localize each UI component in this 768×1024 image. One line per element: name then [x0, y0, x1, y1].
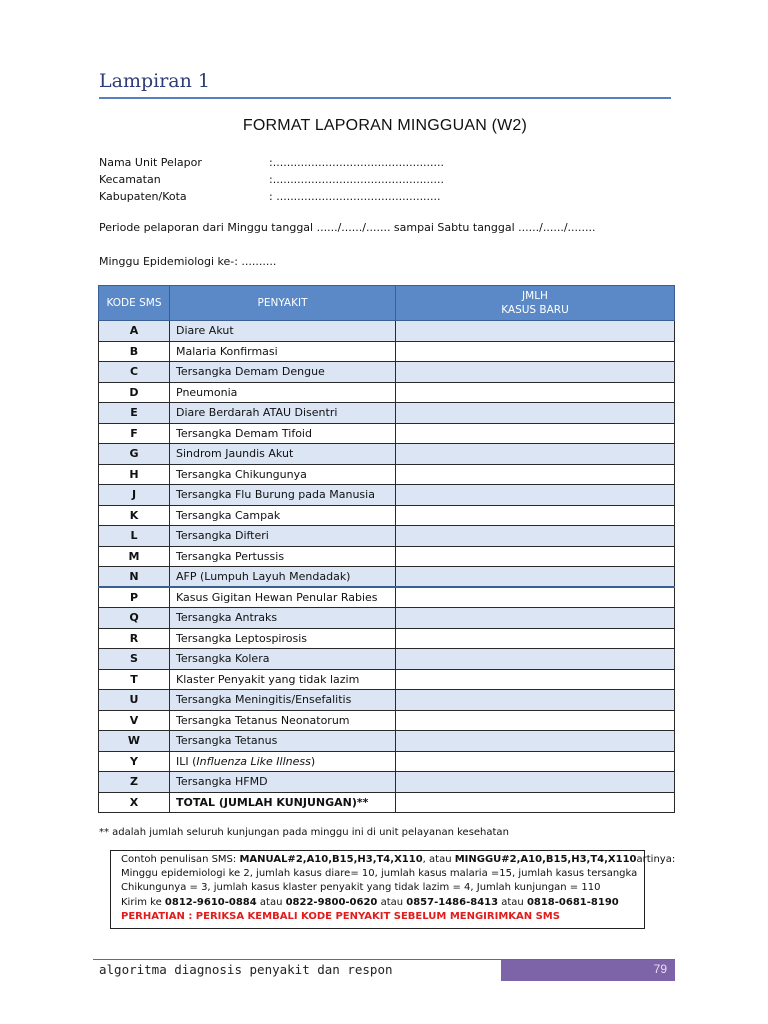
field-value: : ...............................................	[269, 190, 441, 203]
kode-cell: H	[99, 464, 170, 485]
jumlah-input-cell[interactable]	[396, 587, 675, 608]
table-row	[99, 751, 675, 772]
example-atau: , atau	[422, 854, 455, 865]
header-penyakit: PENYAKIT	[170, 286, 396, 321]
header-kode-sms: KODE SMS	[99, 286, 170, 321]
kode-cell: N	[99, 567, 170, 588]
table-row	[99, 423, 675, 444]
table-row	[99, 505, 675, 526]
penyakit-cell: AFP (Lumpuh Layuh Mendadak)	[170, 567, 396, 588]
penyakit-cell: Diare Akut	[170, 321, 396, 342]
kode-cell: J	[99, 485, 170, 506]
kode-cell: S	[99, 649, 170, 670]
footer-title: algoritma diagnosis penyakit dan respon	[99, 962, 393, 977]
table-row	[99, 362, 675, 383]
kode-cell: U	[99, 690, 170, 711]
ili-italic: Influenza Like Illness	[196, 754, 311, 768]
kode-cell: M	[99, 546, 170, 567]
phone-number-2: 0822-9800-0620	[285, 896, 378, 908]
penyakit-cell: Diare Berdarah ATAU Disentri	[170, 403, 396, 424]
penyakit-cell: Tersangka Difteri	[170, 526, 396, 547]
atau-3: atau	[498, 896, 527, 908]
kirim-label: Kirim ke	[121, 896, 165, 908]
example-minggu: MINGGU#2,A10,B15,H3,T4,X110	[454, 854, 637, 865]
kode-cell: X	[99, 792, 170, 813]
kode-cell: B	[99, 341, 170, 362]
jumlah-input-cell[interactable]	[396, 649, 675, 670]
kode-cell: P	[99, 587, 170, 608]
example-line-2: Minggu epidemiologi ke 2, jumlah kasus diare= 10, jumlah kasus malaria =15, jumlah kasus tersangka	[121, 868, 638, 880]
header-jumlah	[396, 286, 675, 321]
jumlah-input-cell[interactable]	[396, 731, 675, 752]
table-row	[99, 669, 675, 690]
table-row	[99, 403, 675, 424]
penyakit-cell: Tersangka Demam Dengue	[170, 362, 396, 383]
penyakit-cell: TOTAL (JUMLAH KUNJUNGAN)**	[170, 792, 396, 813]
jumlah-input-cell[interactable]	[396, 485, 675, 506]
jumlah-input-cell[interactable]	[396, 608, 675, 629]
penyakit-cell: Tersangka Leptospirosis	[170, 628, 396, 649]
header-jumlah-line2: KASUS BARU	[501, 304, 569, 316]
kode-cell: C	[99, 362, 170, 383]
table-row	[99, 485, 675, 506]
kode-cell: Y	[99, 751, 170, 772]
table-row-total	[99, 792, 675, 813]
jumlah-input-cell[interactable]	[396, 628, 675, 649]
jumlah-input-cell[interactable]	[396, 505, 675, 526]
table-row	[99, 382, 675, 403]
table-row	[99, 731, 675, 752]
table-row	[99, 608, 675, 629]
table-row	[99, 628, 675, 649]
penyakit-cell: Tersangka HFMD	[170, 772, 396, 793]
example-manual: MANUAL#2,A10,B15,H3,T4,X110	[239, 854, 423, 865]
jumlah-input-cell[interactable]	[396, 423, 675, 444]
table-row	[99, 341, 675, 362]
lampiran-heading: Lampiran 1	[99, 70, 210, 92]
page-number: 79	[653, 962, 667, 976]
kode-cell: K	[99, 505, 170, 526]
penyakit-cell: Tersangka Tetanus	[170, 731, 396, 752]
kode-cell: T	[99, 669, 170, 690]
jumlah-input-cell[interactable]	[396, 751, 675, 772]
phone-number-1: 0812-9610-0884	[164, 896, 257, 908]
penyakit-cell: Kasus Gigitan Hewan Penular Rabies	[170, 587, 396, 608]
warning-text: PERHATIAN : PERIKSA KEMBALI KODE PENYAKIT SEBELUM MENGIRIMKAN SMS	[121, 910, 560, 922]
table-header-row	[99, 286, 675, 321]
atau-2: atau	[377, 896, 407, 908]
jumlah-input-cell[interactable]	[396, 362, 675, 383]
jumlah-input-cell[interactable]	[396, 526, 675, 547]
footer-page-bar	[501, 960, 675, 981]
ili-suffix: )	[310, 754, 316, 768]
penyakit-cell: Tersangka Campak	[170, 505, 396, 526]
table-row	[99, 772, 675, 793]
penyakit-cell: Tersangka Flu Burung pada Manusia	[170, 485, 396, 506]
penyakit-cell: Tersangka Kolera	[170, 649, 396, 670]
atau-1: atau	[256, 896, 286, 908]
penyakit-cell: Tersangka Tetanus Neonatorum	[170, 710, 396, 731]
ili-prefix: ILI (	[176, 754, 197, 768]
jumlah-input-cell[interactable]	[396, 444, 675, 465]
minggu-epidemiologi: Minggu Epidemiologi ke-: ..........	[99, 255, 277, 268]
jumlah-input-cell[interactable]	[396, 710, 675, 731]
table-row	[99, 567, 675, 588]
phone-number-3: 0857-1486-8413	[406, 896, 499, 908]
header-divider	[99, 97, 671, 99]
kode-cell: Q	[99, 608, 170, 629]
example-line-3: Chikungunya = 3, jumlah kasus klaster penyakit yang tidak lazim = 4, Jumlah kunjungan = 110	[121, 882, 601, 894]
jumlah-input-cell[interactable]	[396, 321, 675, 342]
field-value: :.................................................	[269, 156, 445, 169]
penyakit-cell: Tersangka Meningitis/Ensefalitis	[170, 690, 396, 711]
footnote: ** adalah jumlah seluruh kunjungan pada minggu ini di unit pelayanan kesehatan	[99, 827, 509, 838]
kode-cell: G	[99, 444, 170, 465]
jumlah-input-cell[interactable]	[396, 341, 675, 362]
phone-number-4: 0818-0681-8190	[526, 896, 619, 908]
field-label: Nama Unit Pelapor	[99, 156, 202, 169]
periode-pelaporan: Periode pelaporan dari Minggu tanggal ....../....../....... sampai Sabtu tanggal ....../....../........	[99, 221, 596, 234]
report-table	[98, 285, 675, 813]
table-row	[99, 587, 675, 608]
jumlah-input-cell[interactable]	[396, 567, 675, 588]
header-jumlah-line1: JMLH	[522, 290, 548, 302]
kode-cell: Z	[99, 772, 170, 793]
kode-cell: D	[99, 382, 170, 403]
table-row	[99, 464, 675, 485]
kode-cell: R	[99, 628, 170, 649]
kode-cell: L	[99, 526, 170, 547]
table-row	[99, 444, 675, 465]
jumlah-input-cell[interactable]	[396, 464, 675, 485]
table-row	[99, 649, 675, 670]
kode-cell: V	[99, 710, 170, 731]
example-artinya: artinya:	[636, 854, 676, 865]
kode-cell: A	[99, 321, 170, 342]
penyakit-cell: Tersangka Chikungunya	[170, 464, 396, 485]
kode-cell: F	[99, 423, 170, 444]
jumlah-input-cell[interactable]	[396, 403, 675, 424]
kode-cell: W	[99, 731, 170, 752]
table-row	[99, 710, 675, 731]
jumlah-input-cell[interactable]	[396, 792, 675, 813]
penyakit-cell: Tersangka Demam Tifoid	[170, 423, 396, 444]
table-row	[99, 546, 675, 567]
table-row	[99, 321, 675, 342]
penyakit-cell: Tersangka Pertussis	[170, 546, 396, 567]
penyakit-cell: Pneumonia	[170, 382, 396, 403]
jumlah-input-cell[interactable]	[396, 772, 675, 793]
jumlah-input-cell[interactable]	[396, 690, 675, 711]
jumlah-input-cell[interactable]	[396, 382, 675, 403]
field-label: Kecamatan	[99, 173, 161, 186]
table-row	[99, 690, 675, 711]
field-label: Kabupaten/Kota	[99, 190, 187, 203]
field-value: :.................................................	[269, 173, 445, 186]
penyakit-cell	[170, 751, 396, 772]
jumlah-input-cell[interactable]	[396, 546, 675, 567]
penyakit-cell: Sindrom Jaundis Akut	[170, 444, 396, 465]
table-row	[99, 526, 675, 547]
example-line-1	[121, 853, 676, 867]
sms-example-box	[110, 850, 676, 929]
example-line-4	[121, 896, 634, 910]
penyakit-cell: Klaster Penyakit yang tidak lazim	[170, 669, 396, 690]
page-title: FORMAT LAPORAN MINGGUAN (W2)	[242, 117, 528, 134]
kode-cell: E	[99, 403, 170, 424]
example-intro: Contoh penulisan SMS:	[121, 854, 240, 865]
penyakit-cell: Tersangka Antraks	[170, 608, 396, 629]
penyakit-cell: Malaria Konfirmasi	[170, 341, 396, 362]
jumlah-input-cell[interactable]	[396, 669, 675, 690]
